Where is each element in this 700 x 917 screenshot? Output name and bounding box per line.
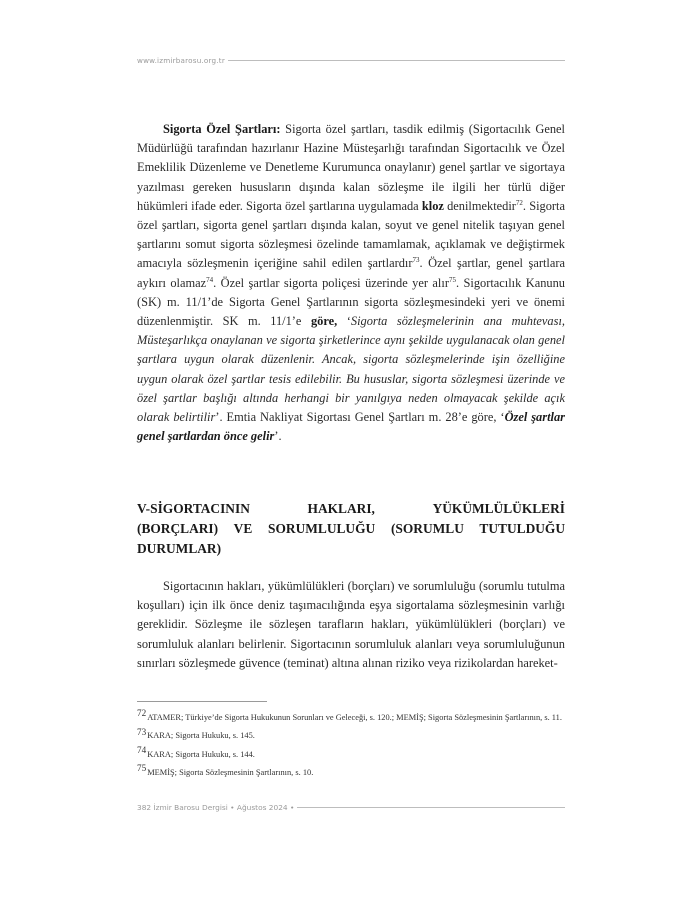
- footnote-text: KARA; Sigorta Hukuku, s. 145.: [147, 731, 255, 741]
- heading-word: V-SİGORTACININ: [137, 501, 250, 516]
- heading-word: YÜKÜMLÜLÜKLERİ: [432, 501, 565, 516]
- footnote-73: [137, 726, 565, 742]
- lead-term: Sigorta Özel Şartları:: [163, 122, 281, 136]
- footnote-ref-75[interactable]: 75: [448, 275, 456, 284]
- gore-word: göre,: [310, 314, 338, 329]
- text-run: . Özel şartlar sigorta poliçesi üzerinde yer alır: [213, 275, 449, 290]
- text-run: ’.: [274, 429, 282, 444]
- footnote-text: ATAMER; Türkiye’de Sigorta Hukukunun Sorunları ve Geleceği, s. 120.; MEMİŞ; Sigorta Sözleşmesinin Şartlarının, s. 11.: [147, 713, 562, 722]
- footnote-separator: [137, 701, 267, 702]
- heading-rest: (BORÇLARI) VE SORUMLULUĞU (SORUMLU TUTULDUĞU DURUMLAR): [137, 521, 565, 556]
- main-text: [137, 120, 565, 446]
- footnote-number: 72: [137, 708, 147, 719]
- section-heading: [137, 499, 565, 559]
- text-run: ’. Emtia Nakliyat Sigortası Genel Şartları m. 28’e göre, ‘: [215, 410, 505, 425]
- footer-text: 382 İzmir Barosu Dergisi • Ağustos 2024 •: [137, 802, 295, 812]
- text-run: . Sigorta özel şartları, sigorta genel şartları dışında kalan, soyut ve genel nitelik taşıyan genel şartlarını somut sigorta sözleşmesi özelinde tamamlamak, açıklamak ve değiştirmek amacıyla sözleşmenin içeriğine sahil edilen şartlardır: [137, 198, 565, 271]
- footnote-number: 75: [137, 763, 147, 774]
- footnote-number: 74: [137, 745, 147, 756]
- text-run: ‘: [337, 314, 351, 329]
- footnote-text: KARA; Sigorta Hukuku, s. 144.: [147, 749, 255, 759]
- footnote-75: [137, 763, 565, 779]
- paragraph-sigortacinin-haklari: Sigortacının hakları, yükümlülükleri (borçları) ve sorumluluğu (sorumlu tutulma koşulları) için ilk önce deniz taşımacılığında eşya sigortalama sözleşmesinin varlığı gereklidir. Sözleşme ile sözleşen tarafların hakları, yükümlülükleri (borçları) ve sorumluluk alanları belirlenir. Sigortacının sorumluluk alanları veya sorumluluğunun sınırları sözleşmede güvence (teminat) altına alınan riziko veya rizikolardan hareket-: [137, 579, 565, 670]
- footer-rule: [297, 807, 565, 808]
- heading-word: HAKLARI,: [307, 501, 375, 516]
- main-text-2: [137, 577, 565, 673]
- quoted-law-text: Sigorta sözleşmelerinin ana muhtevası, Müsteşarlıkça onaylanan ve sigorta şirketlerince aynı şekilde uygulanacak olan genel şartlara uygun olarak düzenlenir. Ancak, sigorta sözleşmelerinde işin özelliğine uygun olarak özel şartlar tesis edilebilir. Bu hususlar, sigorta sözleşmesi üzerinde ve özel şartlar başlığı altında herhangi bir yanılgıya neden olmayacak şekilde açık olarak belirtilir: [137, 314, 565, 425]
- footnotes: [137, 708, 565, 786]
- footnote-ref-74[interactable]: 74: [206, 275, 214, 284]
- footnote-ref-73[interactable]: 73: [412, 256, 420, 265]
- header-rule: [228, 60, 565, 61]
- page-header: [137, 54, 565, 66]
- text-run: . Sigortacılık Kanunu (SK) m. 11/1’de Sigorta Genel Şartlarının sigorta sözleşmesindeki yeri ve önemi düzenlenmiştir. SK m. 11/1’e: [137, 275, 565, 329]
- footnote-text: MEMİŞ; Sigorta Sözleşmesinin Şartlarının, s. 10.: [147, 768, 314, 778]
- footnote-74: [137, 745, 565, 761]
- page-footer: [137, 801, 565, 813]
- footnote-ref-72[interactable]: 72: [515, 198, 523, 207]
- paragraph-sigorta-ozel-sartlari: [137, 120, 565, 446]
- text-run: Sigorta özel şartları, tasdik edilmiş (Sigortacılık Genel Müdürlüğü tarafından hazırlanır Hazine Müsteşarlığı tarafından Sigortacılık ve Özel Emeklilik Düzenleme ve Denetleme Kurumunca onaylanır) genel şartlar ve sigortaya yazılması gereken hususların dışında kalan sözleşme ile ilgili her türlü diğer hükümleri ifade eder. Sigorta özel şartlarına uygulamada: [137, 122, 565, 213]
- footnote-number: 73: [137, 726, 147, 737]
- header-url: www.izmirbarosu.org.tr: [137, 55, 225, 65]
- text-run: . Özel şartlar, genel şartlara aykırı olamaz: [137, 256, 566, 290]
- quoted-bold-italic: Özel şartlar genel şartlardan önce gelir: [137, 410, 565, 444]
- footnote-72: [137, 708, 565, 724]
- kloz-term: kloz: [421, 198, 444, 213]
- text-run: denilmektedir: [443, 198, 516, 213]
